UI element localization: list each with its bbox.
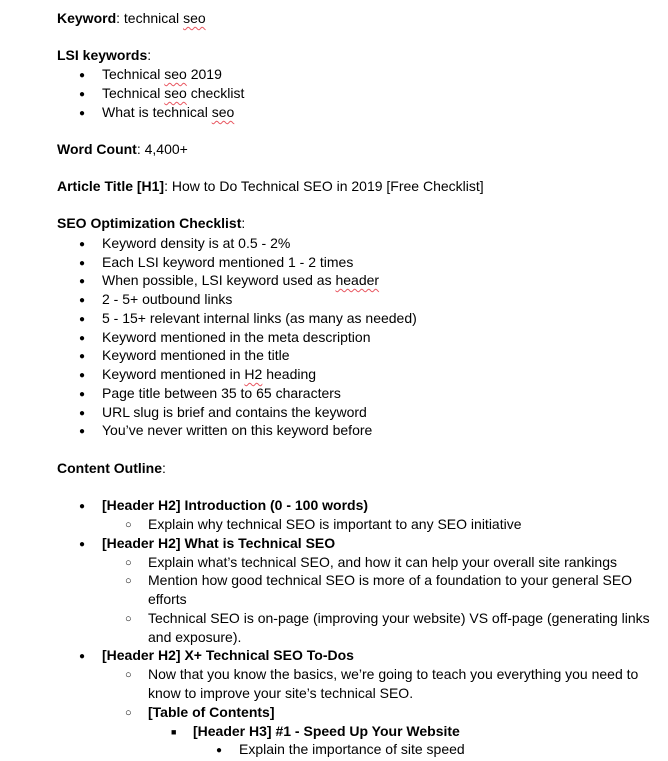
keyword-line xyxy=(57,9,206,27)
keyword-misspelled[interactable]: seo xyxy=(183,10,206,26)
outline-sub-sub-item[interactable]: [Header H3] #1 - Speed Up Your Website xyxy=(193,723,460,739)
list-item[interactable]: URL slug is brief and contains the keyword xyxy=(102,404,367,420)
outline-sub-item[interactable]: Now that you know the basics, we’re going to teach you everything you need to know to improve your site’s technical SEO. xyxy=(148,666,639,701)
outline-sub-item[interactable]: Explain what’s technical SEO, and how it can help your overall site rankings xyxy=(148,554,617,570)
article-title-sep: : xyxy=(164,178,172,194)
list-item[interactable]: Keyword density is at 0.5 - 2% xyxy=(102,235,291,251)
outline-header-item[interactable]: [Header H2] X+ Technical SEO To-Dos xyxy=(102,647,354,663)
list-item[interactable] xyxy=(102,103,234,121)
bullet-circle xyxy=(125,515,132,533)
bullet-dot xyxy=(79,103,85,121)
checklist-heading xyxy=(57,214,245,232)
outline-header-item[interactable]: [Header H2] What is Technical SEO xyxy=(102,535,336,551)
lsi-heading xyxy=(57,46,151,64)
lsi-item-misspelled: seo xyxy=(211,104,235,120)
bullet-dot xyxy=(79,534,85,552)
list-item[interactable] xyxy=(102,84,244,102)
outline-label: Content Outline xyxy=(57,460,162,476)
checklist-item-misspelled: H2 xyxy=(244,366,263,382)
list-item[interactable]: You’ve never written on this keyword before xyxy=(102,422,373,438)
outline-header-item[interactable]: [Header H2] Introduction (0 - 100 words) xyxy=(102,497,369,513)
checklist-item-tail: heading xyxy=(262,366,317,382)
bullet-square xyxy=(171,722,176,740)
bullet-dot xyxy=(216,740,222,758)
lsi-item-text: Technical xyxy=(102,85,165,101)
bullet-dot xyxy=(79,328,85,346)
list-item[interactable]: Keyword mentioned in the title xyxy=(102,347,290,363)
keyword-label: Keyword xyxy=(57,10,117,26)
lsi-item-misspelled: seo xyxy=(164,85,187,101)
lsi-label: LSI keywords xyxy=(57,47,148,63)
outline-sub-item[interactable]: Mention how good technical SEO is more of a foundation to your general SEO efforts xyxy=(148,572,633,607)
bullet-dot xyxy=(79,646,85,664)
list-item[interactable]: 5 - 15+ relevant internal links (as many as needed) xyxy=(102,310,417,326)
checklist-item-text: When possible, LSI keyword used as xyxy=(102,272,336,288)
bullet-dot xyxy=(79,290,85,308)
bullet-dot xyxy=(79,271,85,289)
outline-sub-sub-sub-item[interactable]: Explain the importance of site speed xyxy=(239,741,465,757)
checklist-item-misspelled: header xyxy=(335,272,380,288)
list-item[interactable]: Page title between 35 to 65 characters xyxy=(102,385,341,401)
bullet-circle xyxy=(125,553,132,571)
word-count-sep: : xyxy=(136,141,145,157)
bullet-dot xyxy=(79,65,85,83)
checklist-sep: : xyxy=(241,215,246,231)
bullet-dot xyxy=(79,403,85,421)
bullet-dot xyxy=(79,253,85,271)
outline-heading xyxy=(57,459,166,477)
list-item[interactable] xyxy=(102,271,379,289)
outline-sub-item[interactable]: Explain why technical SEO is important to any SEO initiative xyxy=(148,516,522,532)
lsi-item-text: Technical xyxy=(102,66,165,82)
checklist-item-text: Keyword mentioned in xyxy=(102,366,245,382)
outline-sep: : xyxy=(162,460,166,476)
word-count-label: Word Count xyxy=(57,141,137,157)
bullet-circle xyxy=(125,571,132,589)
bullet-dot xyxy=(79,84,85,102)
bullet-dot xyxy=(79,234,85,252)
keyword-sep: : xyxy=(116,10,124,26)
bullet-dot xyxy=(79,421,85,439)
bullet-circle xyxy=(125,609,132,627)
bullet-dot xyxy=(79,309,85,327)
bullet-dot xyxy=(79,384,85,402)
outline-sub-item[interactable]: [Table of Contents] xyxy=(148,704,275,720)
article-title-value[interactable]: How to Do Technical SEO in 2019 [Free Checklist] xyxy=(171,178,484,194)
lsi-item-tail: checklist xyxy=(186,85,245,101)
article-title-line xyxy=(57,177,484,195)
list-item[interactable] xyxy=(102,365,316,383)
list-item[interactable] xyxy=(102,65,222,83)
lsi-item-tail: 2019 xyxy=(186,66,222,82)
lsi-item-misspelled: seo xyxy=(164,66,187,82)
bullet-dot xyxy=(79,346,85,364)
checklist-label: SEO Optimization Checklist xyxy=(57,215,242,231)
lsi-item-text: What is technical xyxy=(102,104,212,120)
bullet-dot xyxy=(79,365,85,383)
word-count-value[interactable]: 4,400+ xyxy=(144,141,188,157)
outline-sub-item[interactable]: Technical SEO is on-page (improving your website) VS off-page (generating links and exposure). xyxy=(148,610,650,645)
list-item[interactable]: Keyword mentioned in the meta description xyxy=(102,329,371,345)
lsi-sep: : xyxy=(147,47,152,63)
keyword-text[interactable]: technical xyxy=(123,10,184,26)
list-item[interactable]: Each LSI keyword mentioned 1 - 2 times xyxy=(102,254,354,270)
bullet-circle xyxy=(125,665,132,683)
list-item[interactable]: 2 - 5+ outbound links xyxy=(102,291,233,307)
bullet-dot xyxy=(79,496,85,514)
article-title-label: Article Title [H1] xyxy=(57,178,165,194)
bullet-circle xyxy=(125,703,132,721)
word-count-line xyxy=(57,140,188,158)
